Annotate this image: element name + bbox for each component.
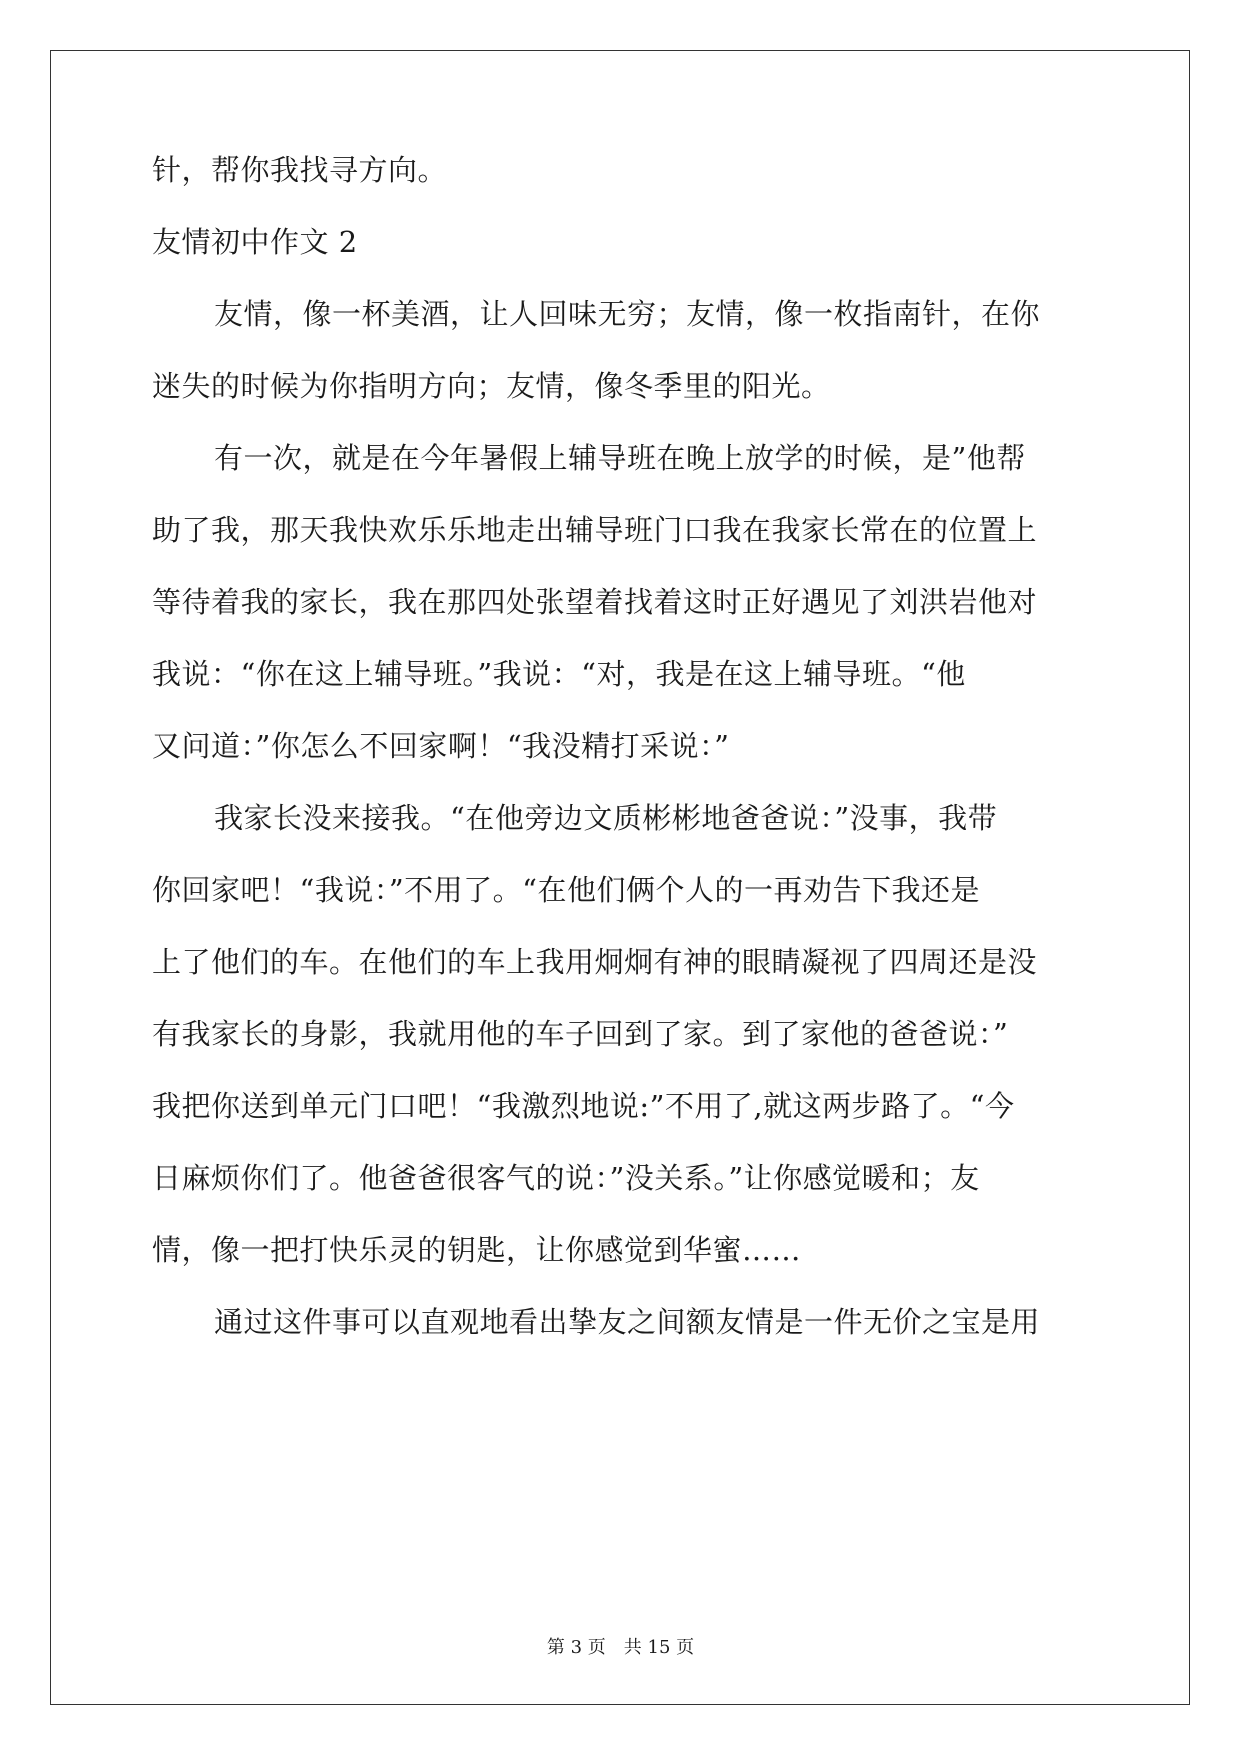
text-line: 我把你送到单元门口吧！“我激烈地说:”不用了,就这两步路了。“今 (152, 1089, 1015, 1123)
text-line: 通过这件事可以直观地看出挚友之间额友情是一件无价之宝是用 (214, 1305, 1041, 1339)
text-line: 针，帮你我找寻方向。 (152, 153, 448, 187)
text-line: 你回家吧！“我说：”不用了。“在他们俩个人的一再劝告下我还是 (152, 873, 980, 907)
text-line: 有我家长的身影，我就用他的车子回到了家。到了家他的爸爸说：” (152, 1017, 1009, 1051)
text-line: 我说：“你在这上辅导班。”我说：“对，我是在这上辅导班。“他 (152, 657, 966, 691)
text-line: 有一次，就是在今年暑假上辅导班在晚上放学的时候，是”他帮 (214, 441, 1026, 475)
text-line: 等待着我的家长，我在那四处张望着找着这时正好遇见了刘洪岩他对 (152, 585, 1038, 619)
text-line: 我家长没来接我。“在他旁边文质彬彬地爸爸说：”没事，我带 (214, 801, 998, 835)
text-line: 又问道：”你怎么不回家啊！“我没精打采说：” (152, 729, 730, 763)
text-line: 日麻烦你们了。他爸爸很客气的说：”没关系。”让你感觉暖和；友 (152, 1161, 980, 1195)
text-line: 上了他们的车。在他们的车上我用炯炯有神的眼睛凝视了四周还是没 (152, 945, 1038, 979)
section-heading: 友情初中作文 2 (152, 225, 358, 259)
text-line: 情，像一把打快乐灵的钥匙，让你感觉到华蜜…… (152, 1233, 802, 1267)
page-number: 第 3 页 共 15 页 (546, 1637, 695, 1658)
text-line: 助了我，那天我快欢乐乐地走出辅导班门口我在我家长常在的位置上 (152, 513, 1038, 547)
text-line: 迷失的时候为你指明方向；友情，像冬季里的阳光。 (152, 369, 831, 403)
text-line: 友情，像一杯美酒，让人回味无穷；友情，像一枚指南针，在你 (214, 297, 1041, 331)
